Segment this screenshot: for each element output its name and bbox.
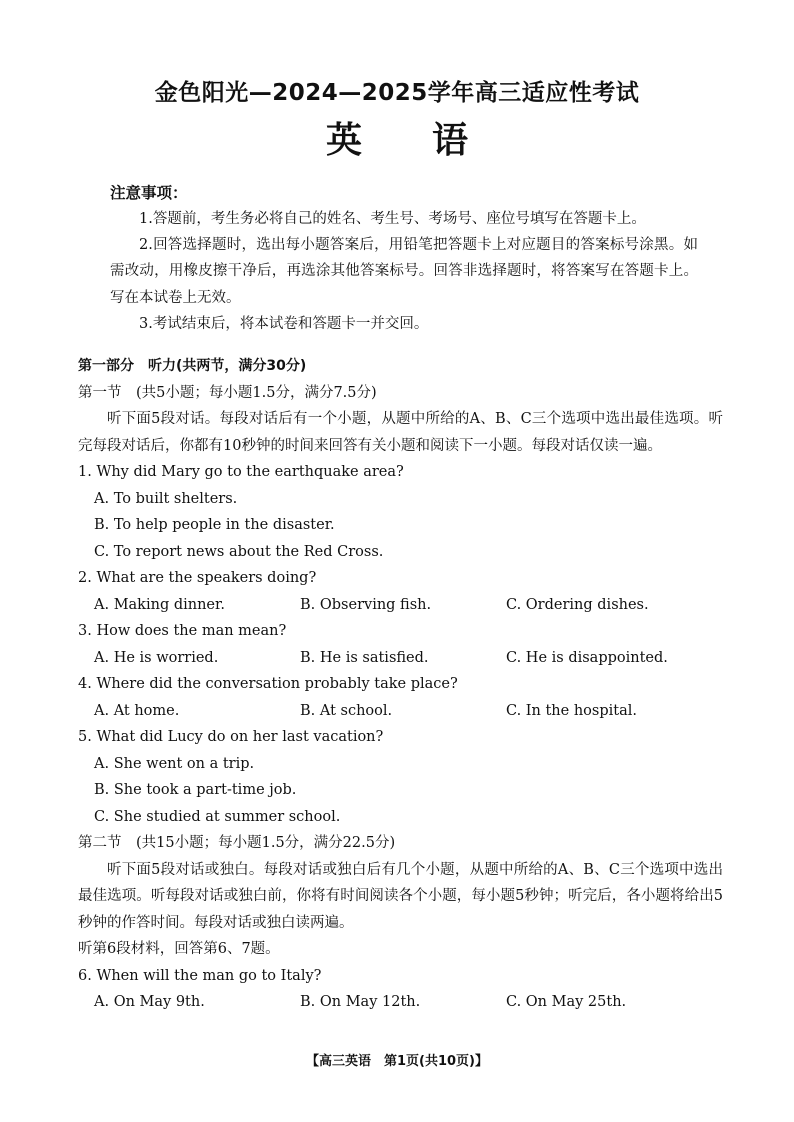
question-stem: 1. Why did Mary go to the earthquake area? (78, 464, 404, 480)
option: B. To help people in the disaster. (94, 517, 335, 533)
section-two-instructions: 听下面5段对话或独白。每段对话或独白后有几个小题，从题中所给的A、B、C三个选项中选出最佳选项。听每段对话或独白前，你将有时间阅读各个小题，每小题5秒钟；听完后，各小题将给出5秒钟的作答时间。每段对话或独白读两遍。 (78, 861, 723, 931)
options-row (78, 592, 723, 619)
option: C. In the hospital. (506, 702, 637, 719)
subject-title: 英语 (325, 120, 538, 161)
option: B. She took a part-time job. (94, 782, 297, 798)
part-one-listening (78, 353, 723, 1016)
section-one-instructions: 听下面5段对话。每段对话后有一个小题，从题中所给的A、B、C三个选项中选出最佳选项。听完每段对话后，你都有10秒钟的时间来回答有关小题和阅读下一小题。每段对话仅读一遍。 (78, 411, 723, 454)
option: C. Ordering dishes. (506, 596, 649, 613)
section-two-heading: 第二节 (共15小题；每小题1.5分，满分22.5分) (78, 835, 396, 851)
option: C. She studied at summer school. (94, 808, 341, 825)
option: A. He is worried. (94, 649, 219, 666)
option: A. Making dinner. (94, 596, 225, 613)
options-row (78, 645, 723, 672)
notice-item: 1.答题前，考生务必将自己的姓名、考生号、考场号、座位号填写在答题卡上。 (139, 211, 646, 227)
option: B. Observing fish. (300, 596, 432, 613)
options-row (78, 989, 723, 1016)
option: A. At home. (94, 702, 180, 719)
exam-title: 金色阳光—2024—2025学年高三适应性考试 (154, 80, 640, 106)
question-stem: 2. What are the speakers doing? (78, 570, 317, 586)
material-note: 听第6段材料，回答第6、7题。 (78, 941, 280, 957)
notice-block (110, 206, 698, 337)
question-stem: 3. How does the man mean? (78, 623, 287, 639)
option: B. On May 12th. (300, 994, 421, 1010)
section-one-heading: 第一节 (共5小题；每小题1.5分，满分7.5分) (78, 384, 377, 401)
option: A. To built shelters. (94, 490, 238, 507)
option: C. On May 25th. (506, 994, 627, 1010)
options-row (78, 698, 723, 725)
notice-item: 2.回答选择题时，选出每小题答案后，用铅笔把答题卡上对应题目的答案标号涂黑。如需改动，用橡皮擦干净后，再选涂其他答案标号。回答非选择题时，将答案写在答题卡上。写在本试卷上无效。 (110, 237, 698, 306)
page-footer: 【高三英语 第1页(共10页)】 (305, 1054, 489, 1069)
option: C. He is disappointed. (506, 649, 668, 666)
question-stem: 5. What did Lucy do on her last vacation? (78, 729, 384, 745)
question-stem: 4. Where did the conversation probably take place? (78, 676, 458, 692)
option: A. On May 9th. (94, 994, 205, 1010)
notice-item: 3.考试结束后，将本试卷和答题卡一并交回。 (139, 315, 429, 332)
question-stem: 6. When will the man go to Italy? (78, 967, 322, 984)
notice-heading: 注意事项： (110, 184, 188, 202)
option: B. At school. (300, 702, 393, 719)
option: B. He is satisfied. (300, 649, 429, 666)
option: C. To report news about the Red Cross. (94, 543, 384, 560)
part-one-heading: 第一部分 听力(共两节，满分30分) (78, 358, 307, 374)
option: A. She went on a trip. (94, 755, 255, 772)
